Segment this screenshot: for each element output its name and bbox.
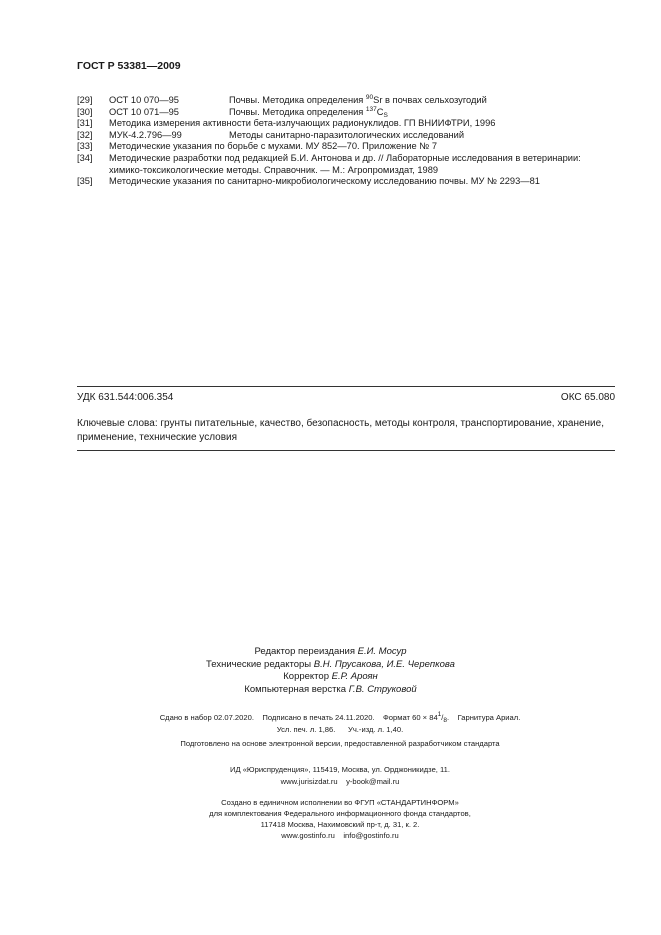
reference-title: Почвы. Методика определения $^{90}$Sr в почвах сельхозугодий bbox=[229, 94, 487, 105]
reference-number: [33] bbox=[77, 141, 93, 152]
credits bbox=[0, 646, 661, 696]
udk-code: УДК 631.544:006.354 bbox=[77, 392, 174, 403]
reference-item bbox=[77, 176, 617, 188]
oks-code: ОКС 65.080 bbox=[560, 392, 615, 403]
reference-text: Методические разработки под редакцией Б.И. Антонова и др. // Лабораторные исследования в ветеринарии: химико-токсикологические методы. Справочник. — М.: Агропромиздат, 1989 bbox=[109, 152, 581, 175]
reference-text: Методические указания по санитарно-микробиологическому исследованию почвы. МУ № 2293—81 bbox=[109, 176, 540, 187]
credit-layout: Компьютерная верстка Г.В. Струковой bbox=[244, 683, 417, 695]
reference-number: [32] bbox=[77, 129, 93, 140]
reference-title: Методы санитарно-паразитологических исследований bbox=[229, 129, 465, 140]
reference-code: МУК-4.2.796—99 bbox=[109, 129, 182, 140]
publisher-site: www.jurisizdat.ru bbox=[280, 777, 338, 787]
reference-text: Методика измерения активности бета-излучающих радионуклидов. ГП ВНИИФТРИ, 1996 bbox=[109, 118, 496, 129]
producer-site: www.gostinfo.ru bbox=[281, 831, 335, 840]
reference-item bbox=[77, 141, 617, 153]
reference-list bbox=[77, 95, 617, 188]
reference-code: ОСТ 10 071—95 bbox=[109, 106, 179, 117]
keywords: Ключевые слова: грунты питательные, качество, безопасность, методы контроля, транспортирование, хранение, применение, технические условия bbox=[77, 418, 604, 443]
reference-item bbox=[77, 118, 617, 130]
print-info: Сдано в набор 02.07.2020. Подписано в печать 24.11.2020. Формат $60 \times 84^1/_8$. Гарнитура Ариал. Усл. печ. л. 1,86. Уч.-изд. л. 1,40. bbox=[159, 711, 521, 734]
publisher-info: ИД «Юриспруденция», 115419, Москва, ул. Орджоникидзе, 11. www.jurisizdat.ru y-book@mail.ru bbox=[229, 765, 451, 787]
producer-info: Создано в единичном исполнении во ФГУП «СТАНДАРТИНФОРМ» для комплектования Федерального информационного фонда стандартов, 117418 Москва, Нахимовский пр-т, д. 31, к. 2. www.gostinfo.ru info@gostinfo.ru bbox=[209, 798, 471, 840]
producer-email: info@gostinfo.ru bbox=[343, 831, 399, 840]
reference-item bbox=[77, 153, 617, 176]
reference-number: [31] bbox=[77, 118, 93, 129]
divider-bottom bbox=[77, 450, 615, 451]
publisher-email: y-book@mail.ru bbox=[346, 777, 400, 787]
reference-title: Почвы. Методика определения $^{137}C_S$ bbox=[229, 105, 388, 119]
divider-top bbox=[77, 386, 615, 387]
reference-text: Методические указания по борьбе с мухами. МУ 852—70. Приложение № 7 bbox=[109, 141, 437, 152]
credit-editor: Редактор переиздания Е.И. Мосур bbox=[254, 646, 407, 657]
reference-number: [35] bbox=[77, 176, 93, 187]
reference-number: [30] bbox=[77, 106, 93, 117]
reference-item bbox=[77, 130, 617, 142]
reference-item bbox=[77, 95, 617, 107]
credit-tech-editors: Технические редакторы В.Н. Прусакова, И.Е. Черепкова bbox=[206, 658, 455, 670]
prepared-note: Подготовлено на основе электронной версии, предоставленной разработчиком стандарта bbox=[180, 739, 500, 748]
reference-number: [34] bbox=[77, 152, 93, 163]
reference-number: [29] bbox=[77, 95, 93, 105]
reference-item bbox=[77, 107, 617, 119]
standard-number: ГОСТ Р 53381—2009 bbox=[77, 60, 181, 72]
reference-code: ОСТ 10 070—95 bbox=[109, 95, 179, 105]
credit-corrector: Корректор Е.Р. Ароян bbox=[283, 671, 378, 683]
